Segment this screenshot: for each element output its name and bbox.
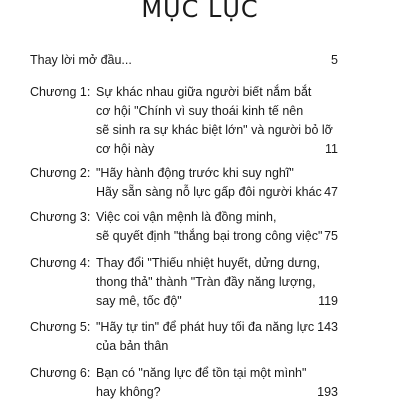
toc-page-number: 193 xyxy=(317,385,338,399)
chapter-title-line: "Hãy hành động trước khi suy nghĩ" xyxy=(96,166,294,180)
toc-page-number: 5 xyxy=(331,53,338,67)
chapter-label: Chương 1: xyxy=(30,85,91,99)
toc-page-number: 119 xyxy=(318,294,338,308)
chapter-title-line: thong thả" thành "Tràn đầy năng lượng, xyxy=(96,275,316,289)
toc-page-number: 143 xyxy=(317,320,338,334)
chapter-label: Chương 4: xyxy=(30,256,91,270)
toc-page-number: 75 xyxy=(324,229,338,243)
chapter-title-line: "Hãy tự tin" để phát huy tối đa năng lực xyxy=(96,320,315,334)
chapter-label: Chương 3: xyxy=(30,210,91,224)
chapter-label: Chương 2: xyxy=(30,166,91,180)
toc-intro-text: Thay lời mở đầu... xyxy=(30,53,132,67)
chapter-title-line: Sự khác nhau giữa người biết nắm bắt xyxy=(96,85,312,99)
chapter-title-line: say mê, tốc độ" xyxy=(96,294,182,308)
chapter-title-line: Hãy sẵn sàng nỗ lực gấp đôi người khác xyxy=(96,185,322,199)
chapter-title-line: hay không? xyxy=(96,385,161,399)
chapter-title-line: Bạn có "năng lực để tồn tại một mình" xyxy=(96,366,307,380)
chapter-label: Chương 6: xyxy=(30,366,91,380)
chapter-title-line: cơ hội "Chính vì suy thoái kinh tế nên xyxy=(96,104,304,118)
chapter-title-line: sẽ quyết định "thắng bại trong công việc" xyxy=(96,229,323,243)
page-title: MỤC LỤC xyxy=(141,0,259,23)
chapter-label: Chương 5: xyxy=(30,320,91,334)
chapter-title-line: sẽ sinh ra sự khác biệt lớn" và người bỏ lỡ xyxy=(96,123,333,137)
toc-page-number: 11 xyxy=(325,142,338,156)
chapter-title-line: Việc coi vận mệnh là đồng minh, xyxy=(96,210,277,224)
chapter-title-line: Thay đổi "Thiếu nhiệt huyết, dửng dưng, xyxy=(96,256,321,270)
chapter-title-line: của bản thân xyxy=(96,339,169,353)
chapter-title-line: cơ hội này xyxy=(96,142,155,156)
toc-page-number: 47 xyxy=(324,185,338,199)
